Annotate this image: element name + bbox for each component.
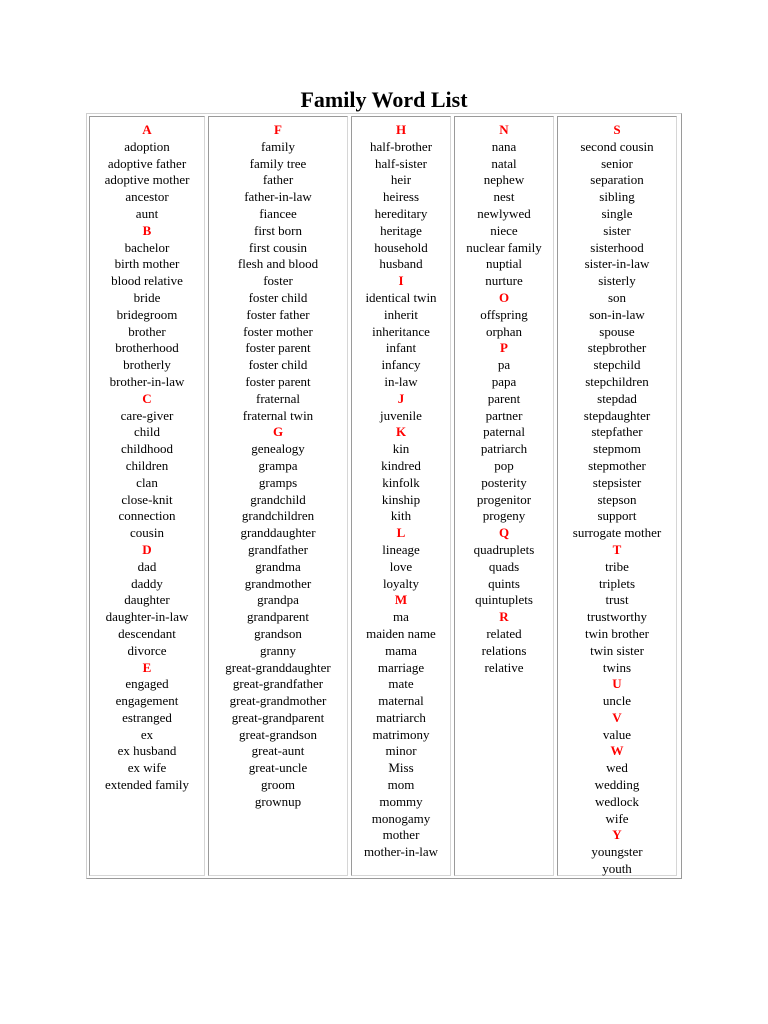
word-entry: care-giver	[120, 407, 174, 423]
word-entry: uncle	[602, 693, 632, 709]
word-entry: brother-in-law	[109, 373, 185, 389]
word-entry: great-aunt	[251, 743, 305, 759]
word-entry: love	[389, 558, 413, 574]
word-entry: mom	[387, 777, 415, 793]
word-entry: fraternal twin	[242, 407, 314, 423]
word-entry: great-grandmother	[229, 693, 327, 709]
word-table	[86, 113, 682, 879]
word-entry: children	[125, 457, 169, 473]
word-entry: maternal	[378, 693, 424, 709]
word-entry: pa	[497, 357, 511, 373]
word-entry: inheritance	[372, 323, 430, 339]
word-entry: engaged	[125, 676, 169, 692]
word-entry: heiress	[382, 189, 420, 205]
word-entry: triplets	[598, 575, 636, 591]
letter-heading: T	[612, 541, 622, 557]
word-entry: identical twin	[365, 289, 437, 305]
word-entry: grandparent	[246, 609, 310, 625]
word-entry: stepbrother	[587, 340, 647, 356]
word-entry: son	[607, 289, 627, 305]
word-entry: kin	[392, 441, 410, 457]
word-entry: trust	[605, 592, 629, 608]
letter-heading: R	[499, 609, 509, 625]
word-entry: stepsister	[592, 474, 642, 490]
word-entry: half-brother	[369, 138, 433, 154]
word-entry: sisterly	[598, 273, 636, 289]
word-entry: bride	[133, 289, 161, 305]
letter-heading: N	[499, 122, 509, 137]
word-entry: child	[134, 424, 160, 440]
word-entry: mate	[388, 676, 414, 692]
word-entry: connection	[118, 508, 176, 524]
word-entry: ex wife	[127, 760, 167, 776]
word-entry: posterity	[481, 474, 527, 490]
letter-heading: W	[610, 743, 624, 759]
word-entry: divorce	[127, 642, 167, 658]
word-entry: papa	[491, 373, 517, 389]
letter-heading: O	[498, 289, 510, 305]
word-entry: cousin	[130, 525, 164, 541]
word-entry: stepchild	[593, 357, 641, 373]
word-entry: foster parent	[245, 340, 311, 356]
word-entry: paternal	[483, 424, 525, 440]
word-entry: grampa	[258, 457, 298, 473]
word-entry: engagement	[115, 693, 179, 709]
word-entry: kinship	[381, 491, 421, 507]
word-column	[351, 116, 451, 876]
word-entry: inherit	[384, 306, 418, 322]
word-entry: natal	[491, 155, 517, 171]
letter-heading: U	[612, 676, 622, 692]
word-entry: grandmother	[244, 575, 312, 591]
word-entry: Miss	[388, 760, 414, 776]
word-entry: great-granddaughter	[225, 659, 331, 675]
letter-heading: F	[274, 122, 282, 137]
word-entry: patriarch	[480, 441, 528, 457]
word-entry: groom	[261, 777, 295, 793]
letter-heading: J	[397, 390, 405, 406]
word-entry: stepmom	[593, 441, 641, 457]
word-entry: grandchild	[250, 491, 306, 507]
word-entry: separation	[590, 172, 644, 188]
word-entry: hereditary	[374, 205, 428, 221]
word-entry: daughter	[124, 592, 170, 608]
word-entry: single	[601, 205, 633, 221]
word-entry: relations	[481, 642, 527, 658]
letter-heading: C	[142, 390, 152, 406]
word-entry: half-sister	[375, 155, 427, 171]
word-entry: extended family	[104, 777, 190, 793]
word-entry: stepdad	[597, 390, 637, 406]
word-entry: nest	[493, 189, 515, 205]
word-entry: quadruplets	[473, 541, 535, 557]
word-entry: great-grandparent	[231, 709, 325, 725]
word-entry: grandpa	[257, 592, 299, 608]
word-entry: related	[486, 625, 522, 641]
word-column	[89, 116, 205, 876]
word-entry: great-uncle	[248, 760, 308, 776]
letter-heading: Q	[498, 525, 510, 541]
word-entry: wedlock	[594, 793, 640, 809]
word-entry: nana	[491, 138, 517, 154]
letter-heading: M	[394, 592, 408, 608]
word-entry: blood relative	[111, 273, 183, 289]
letter-heading: L	[396, 525, 406, 541]
word-entry: dad	[137, 558, 157, 574]
word-entry: mommy	[379, 793, 423, 809]
word-entry: stepfather	[591, 424, 643, 440]
letter-heading: E	[142, 659, 152, 675]
word-entry: bachelor	[124, 239, 170, 255]
word-entry: infant	[385, 340, 417, 356]
word-entry: lineage	[382, 541, 420, 557]
letter-heading: H	[395, 122, 407, 137]
word-entry: foster parent	[245, 373, 311, 389]
word-entry: parent	[487, 390, 521, 406]
word-entry: infancy	[381, 357, 421, 373]
word-entry: trustworthy	[587, 609, 647, 625]
word-entry: wedding	[594, 777, 640, 793]
word-entry: grandson	[254, 625, 302, 641]
word-entry: quads	[488, 558, 520, 574]
word-entry: childhood	[121, 441, 173, 457]
word-entry: gramps	[258, 474, 298, 490]
word-entry: kinfolk	[382, 474, 420, 490]
word-entry: spouse	[599, 323, 635, 339]
word-entry: mother-in-law	[363, 844, 439, 860]
word-entry: heritage	[380, 222, 422, 238]
word-entry: great-grandfather	[232, 676, 324, 692]
word-entry: matrimony	[372, 726, 430, 742]
word-entry: quintuplets	[475, 592, 533, 608]
word-entry: wed	[606, 760, 628, 776]
word-entry: grandma	[255, 558, 301, 574]
word-entry: quints	[488, 575, 520, 591]
word-entry: brother	[128, 323, 166, 339]
word-entry: in-law	[384, 373, 418, 389]
word-entry: fraternal	[255, 390, 301, 406]
word-entry: nephew	[483, 172, 525, 188]
letter-heading: Y	[612, 827, 622, 843]
word-entry: minor	[385, 743, 417, 759]
word-entry: relative	[484, 659, 524, 675]
word-entry: first cousin	[248, 239, 308, 255]
word-entry: stepchildren	[585, 373, 649, 389]
word-entry: daddy	[131, 575, 163, 591]
letter-heading: B	[142, 222, 152, 238]
word-entry: birth mother	[114, 256, 180, 272]
word-entry: grandfather	[248, 541, 308, 557]
letter-heading: A	[142, 122, 152, 137]
word-entry: newlywed	[477, 205, 531, 221]
word-entry: pop	[494, 457, 514, 473]
word-entry: twin sister	[590, 642, 644, 658]
word-entry: granny	[259, 642, 297, 658]
word-entry: granddaughter	[240, 525, 316, 541]
word-entry: matriarch	[376, 709, 426, 725]
word-entry: stepson	[597, 491, 637, 507]
word-entry: youngster	[591, 844, 643, 860]
page-title: Family Word List	[300, 87, 468, 112]
word-entry: grandchildren	[241, 508, 315, 524]
word-entry: adoptive father	[107, 155, 187, 171]
word-entry: heir	[390, 172, 412, 188]
word-column	[557, 116, 677, 876]
word-entry: youth	[602, 861, 632, 877]
word-entry: offspring	[480, 306, 528, 322]
word-entry: second cousin	[580, 138, 654, 154]
letter-heading: G	[272, 424, 284, 440]
word-entry: flesh and blood	[237, 256, 319, 272]
word-entry: partner	[485, 407, 523, 423]
word-entry: brotherhood	[115, 340, 179, 356]
word-entry: marriage	[377, 659, 425, 675]
word-entry: wife	[605, 810, 629, 826]
word-entry: sisterhood	[590, 239, 644, 255]
word-entry: ex husband	[117, 743, 177, 759]
word-entry: fiancee	[259, 205, 297, 221]
letter-heading: P	[500, 340, 508, 356]
word-entry: bridegroom	[116, 306, 178, 322]
word-entry: nuptial	[485, 256, 523, 272]
word-entry: twins	[602, 659, 632, 675]
word-entry: sister-in-law	[584, 256, 650, 272]
word-entry: family tree	[249, 155, 307, 171]
word-entry: grownup	[254, 793, 302, 809]
word-entry: kindred	[381, 457, 421, 473]
word-entry: tribe	[605, 558, 629, 574]
word-entry: father-in-law	[244, 189, 312, 205]
word-entry: progenitor	[476, 491, 532, 507]
word-entry: stepdaughter	[583, 407, 651, 423]
word-entry: great-grandson	[239, 726, 317, 742]
word-entry: descendant	[118, 625, 176, 641]
letter-heading: V	[612, 709, 622, 725]
word-entry: brotherly	[123, 357, 171, 373]
word-entry: mama	[385, 642, 417, 658]
word-entry: ancestor	[125, 189, 169, 205]
word-entry: mother	[382, 827, 420, 843]
word-entry: sibling	[599, 189, 635, 205]
word-entry: adoptive mother	[104, 172, 190, 188]
word-column	[208, 116, 348, 876]
word-column	[454, 116, 554, 876]
word-entry: surrogate mother	[572, 525, 662, 541]
word-entry: clan	[136, 474, 158, 490]
word-entry: monogamy	[371, 810, 431, 826]
word-entry: senior	[601, 155, 633, 171]
word-entry: foster father	[246, 306, 310, 322]
word-entry: maiden name	[366, 625, 436, 641]
word-entry: husband	[379, 256, 423, 272]
word-entry: juvenile	[380, 407, 422, 423]
word-entry: adoption	[124, 138, 170, 154]
word-entry: nurture	[485, 273, 523, 289]
word-entry: daughter-in-law	[105, 609, 189, 625]
word-entry: genealogy	[251, 441, 305, 457]
letter-heading: K	[395, 424, 407, 440]
word-entry: household	[374, 239, 428, 255]
word-entry: foster child	[248, 289, 308, 305]
word-entry: father	[262, 172, 294, 188]
word-entry: niece	[490, 222, 518, 238]
word-entry: foster	[263, 273, 293, 289]
letter-heading: I	[398, 273, 404, 289]
word-entry: ma	[393, 609, 409, 625]
letter-heading: D	[142, 541, 152, 557]
word-entry: nuclear family	[466, 239, 542, 255]
word-entry: value	[602, 726, 632, 742]
word-entry: aunt	[135, 205, 159, 221]
word-entry: foster mother	[243, 323, 313, 339]
word-entry: first born	[253, 222, 303, 238]
word-entry: stepmother	[588, 457, 646, 473]
word-entry: loyalty	[382, 575, 420, 591]
word-entry: sister	[603, 222, 631, 238]
word-entry: estranged	[122, 709, 172, 725]
word-entry: twin brother	[585, 625, 649, 641]
word-entry: progeny	[482, 508, 526, 524]
word-entry: kith	[390, 508, 412, 524]
word-entry: son-in-law	[589, 306, 645, 322]
word-entry: foster child	[248, 357, 308, 373]
word-entry: orphan	[485, 323, 523, 339]
word-entry: support	[597, 508, 637, 524]
word-entry: ex	[140, 726, 154, 742]
word-entry: close-knit	[121, 491, 173, 507]
word-entry: family	[261, 138, 295, 154]
letter-heading: S	[613, 122, 621, 137]
